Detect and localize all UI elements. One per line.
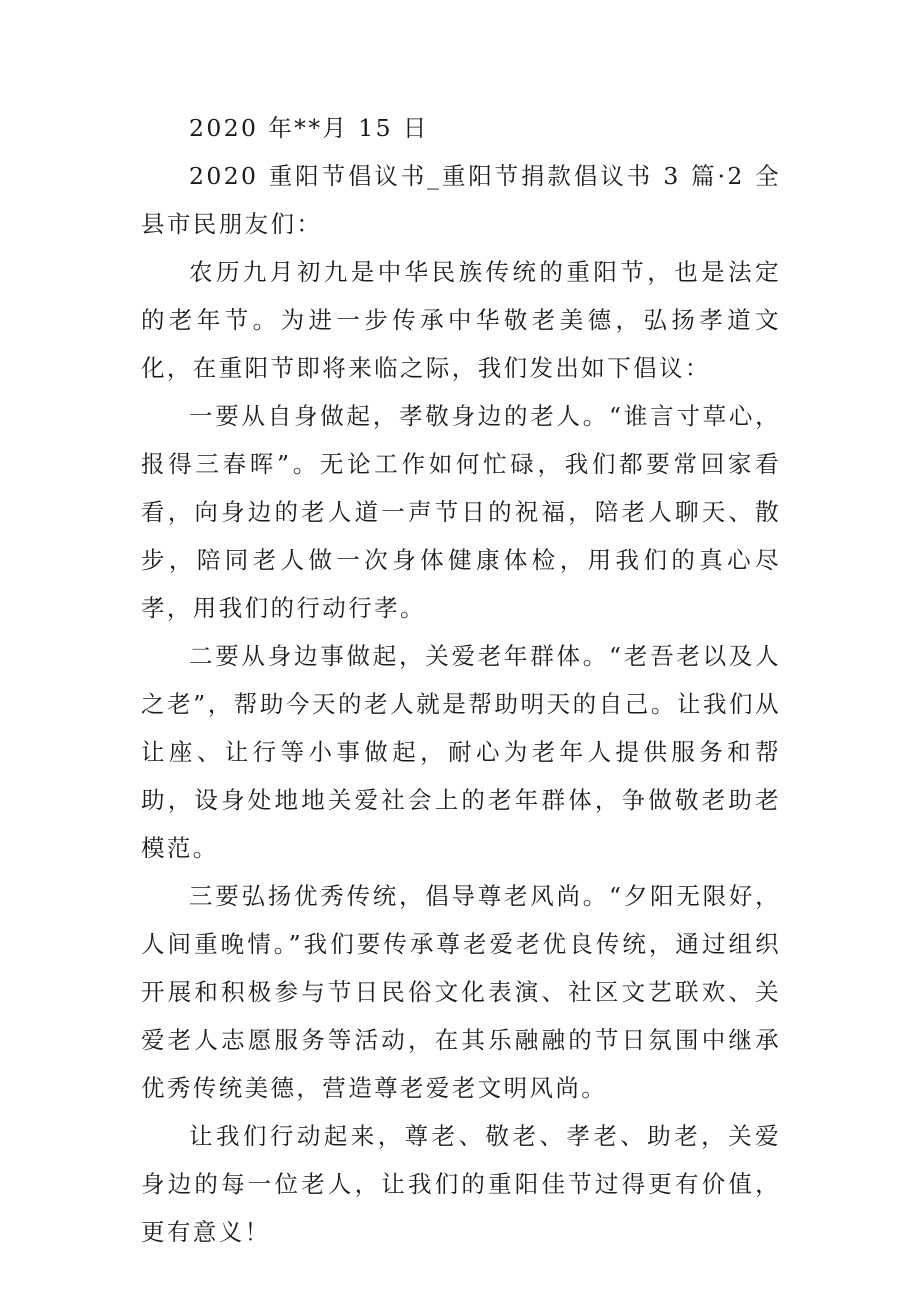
title-salutation: 2020 重阳节倡议书_重阳节捐款倡议书 3 篇·2 全县市民朋友们： [141,162,781,238]
paragraph-closing: 让我们行动起来，尊老、敬老、孝老、助老，关爱身边的每一位老人，让我们的重阳佳节过得更有价值，更有意义！ [141,1122,781,1246]
paragraph-second-proposal: 二要从身边事做起，关爱老年群体。“老吾老以及人之老”，帮助今天的老人就是帮助明天的自己。让我们从让座、让行等小事做起，耐心为老年人提供服务和帮助，设身处地地关爱社会上的老年群体，争做敬老助老模范。 [141,642,781,862]
paragraph-intro: 农历九月初九是中华民族传统的重阳节，也是法定的老年节。为进一步传承中华敬老美德，弘扬孝道文化，在重阳节即将来临之际，我们发出如下倡议： [141,258,781,382]
document-body [141,104,781,1256]
date-line: 2020 年**月 15 日 [189,114,429,142]
paragraph-third-proposal: 三要弘扬优秀传统，倡导尊老风尚。“夕阳无限好，人间重晚情。”我们要传承尊老爱老优良传统，通过组织开展和积极参与节日民俗文化表演、社区文艺联欢、关爱老人志愿服务等活动，在其乐融融的节日氛围中继承优秀传统美德，营造尊老爱老文明风尚。 [141,882,781,1102]
paragraph-first-proposal: 一要从自身做起，孝敬身边的老人。“谁言寸草心，报得三春晖”。无论工作如何忙碌，我们都要常回家看看，向身边的老人道一声节日的祝福，陪老人聊天、散步，陪同老人做一次身体健康体检，用我们的真心尽孝，用我们的行动行孝。 [141,402,781,622]
